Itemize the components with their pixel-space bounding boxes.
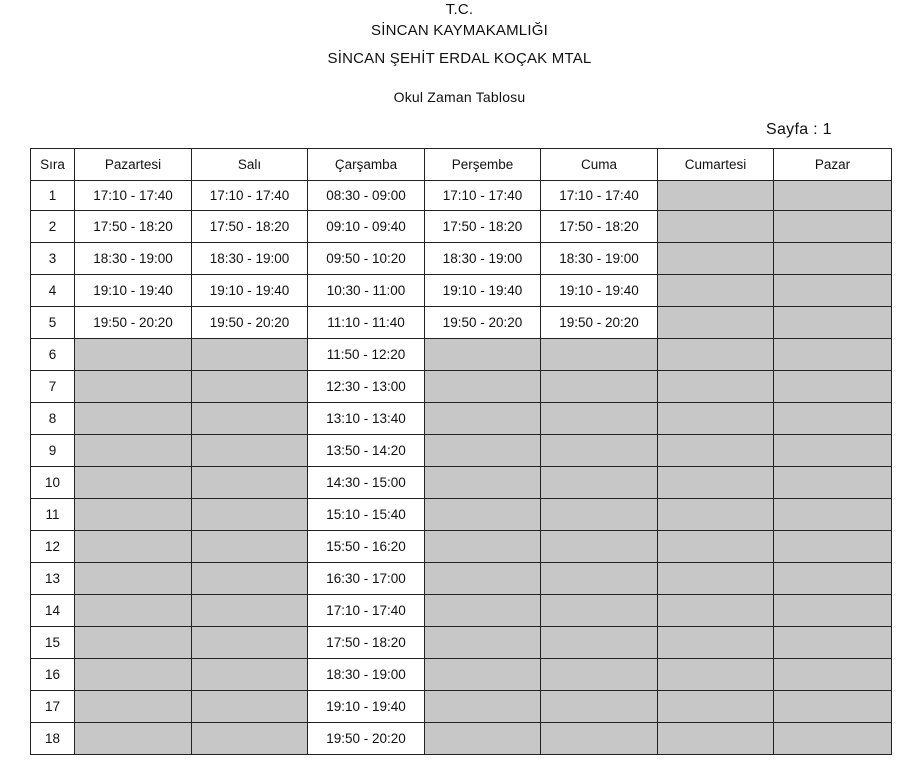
empty-slot-cell: [541, 531, 658, 563]
time-slot-cell: 19:10 - 19:40: [425, 275, 541, 307]
empty-slot-cell: [774, 403, 892, 435]
empty-slot-cell: [774, 467, 892, 499]
empty-slot-cell: [541, 723, 658, 755]
row-number-cell: 7: [31, 371, 75, 403]
empty-slot-cell: [425, 595, 541, 627]
empty-slot-cell: [658, 403, 774, 435]
empty-slot-cell: [774, 211, 892, 243]
empty-slot-cell: [658, 531, 774, 563]
empty-slot-cell: [75, 659, 192, 691]
empty-slot-cell: [192, 531, 308, 563]
time-slot-cell: 19:50 - 20:20: [75, 307, 192, 339]
empty-slot-cell: [75, 627, 192, 659]
time-slot-cell: 13:10 - 13:40: [308, 403, 425, 435]
empty-slot-cell: [774, 307, 892, 339]
empty-slot-cell: [75, 595, 192, 627]
empty-slot-cell: [658, 627, 774, 659]
empty-slot-cell: [425, 723, 541, 755]
table-row: [31, 563, 892, 595]
table-row: [31, 211, 892, 243]
empty-slot-cell: [658, 211, 774, 243]
empty-slot-cell: [75, 339, 192, 371]
empty-slot-cell: [192, 595, 308, 627]
table-row: [31, 659, 892, 691]
time-slot-cell: 17:10 - 17:40: [75, 181, 192, 211]
empty-slot-cell: [658, 243, 774, 275]
schedule-table: [30, 148, 892, 755]
time-slot-cell: 19:50 - 20:20: [192, 307, 308, 339]
table-row: [31, 435, 892, 467]
time-slot-cell: 14:30 - 15:00: [308, 467, 425, 499]
time-slot-cell: 19:50 - 20:20: [308, 723, 425, 755]
empty-slot-cell: [658, 595, 774, 627]
row-number-cell: 8: [31, 403, 75, 435]
time-slot-cell: 19:10 - 19:40: [75, 275, 192, 307]
row-number-cell: 2: [31, 211, 75, 243]
empty-slot-cell: [75, 435, 192, 467]
empty-slot-cell: [75, 371, 192, 403]
time-slot-cell: 17:10 - 17:40: [308, 595, 425, 627]
empty-slot-cell: [192, 659, 308, 691]
empty-slot-cell: [658, 181, 774, 211]
table-row: [31, 723, 892, 755]
empty-slot-cell: [774, 181, 892, 211]
empty-slot-cell: [658, 307, 774, 339]
time-slot-cell: 09:10 - 09:40: [308, 211, 425, 243]
column-header-persembe: Perşembe: [425, 149, 541, 181]
table-row: [31, 371, 892, 403]
empty-slot-cell: [425, 435, 541, 467]
table-row: [31, 243, 892, 275]
empty-slot-cell: [75, 723, 192, 755]
empty-slot-cell: [658, 659, 774, 691]
empty-slot-cell: [425, 627, 541, 659]
empty-slot-cell: [658, 275, 774, 307]
empty-slot-cell: [774, 563, 892, 595]
empty-slot-cell: [541, 403, 658, 435]
empty-slot-cell: [192, 691, 308, 723]
empty-slot-cell: [774, 371, 892, 403]
header-district: SİNCAN KAYMAKAMLIĞI: [371, 22, 548, 39]
empty-slot-cell: [425, 531, 541, 563]
empty-slot-cell: [658, 499, 774, 531]
document-title: Okul Zaman Tablosu: [393, 89, 526, 105]
empty-slot-cell: [541, 659, 658, 691]
row-number-cell: 16: [31, 659, 75, 691]
empty-slot-cell: [192, 499, 308, 531]
row-number-cell: 17: [31, 691, 75, 723]
time-slot-cell: 08:30 - 09:00: [308, 181, 425, 211]
table-row: [31, 531, 892, 563]
empty-slot-cell: [541, 339, 658, 371]
empty-slot-cell: [774, 243, 892, 275]
header-tc: T.C.: [445, 1, 474, 18]
table-row: [31, 307, 892, 339]
time-slot-cell: 17:50 - 18:20: [425, 211, 541, 243]
empty-slot-cell: [541, 563, 658, 595]
table-row: [31, 403, 892, 435]
time-slot-cell: 17:50 - 18:20: [541, 211, 658, 243]
page-number: Sayfa : 1: [766, 121, 832, 138]
empty-slot-cell: [425, 563, 541, 595]
time-slot-cell: 18:30 - 19:00: [308, 659, 425, 691]
column-header-sira: Sıra: [31, 149, 75, 181]
row-number-cell: 6: [31, 339, 75, 371]
empty-slot-cell: [541, 627, 658, 659]
empty-slot-cell: [192, 563, 308, 595]
empty-slot-cell: [425, 371, 541, 403]
empty-slot-cell: [774, 723, 892, 755]
column-header-cumartesi: Cumartesi: [658, 149, 774, 181]
empty-slot-cell: [541, 435, 658, 467]
empty-slot-cell: [541, 499, 658, 531]
empty-slot-cell: [425, 499, 541, 531]
column-header-pazar: Pazar: [774, 149, 892, 181]
empty-slot-cell: [192, 435, 308, 467]
empty-slot-cell: [658, 723, 774, 755]
empty-slot-cell: [192, 627, 308, 659]
table-header-row: [31, 149, 892, 181]
table-row: [31, 691, 892, 723]
row-number-cell: 5: [31, 307, 75, 339]
time-slot-cell: 12:30 - 13:00: [308, 371, 425, 403]
empty-slot-cell: [192, 339, 308, 371]
column-header-carsamba: Çarşamba: [308, 149, 425, 181]
row-number-cell: 15: [31, 627, 75, 659]
empty-slot-cell: [192, 467, 308, 499]
column-header-pazartesi: Pazartesi: [75, 149, 192, 181]
time-slot-cell: 18:30 - 19:00: [75, 243, 192, 275]
time-slot-cell: 13:50 - 14:20: [308, 435, 425, 467]
empty-slot-cell: [192, 723, 308, 755]
time-slot-cell: 18:30 - 19:00: [192, 243, 308, 275]
empty-slot-cell: [192, 403, 308, 435]
time-slot-cell: 17:10 - 17:40: [192, 181, 308, 211]
empty-slot-cell: [75, 691, 192, 723]
empty-slot-cell: [541, 691, 658, 723]
header-school: SİNCAN ŞEHİT ERDAL KOÇAK MTAL: [327, 50, 592, 67]
row-number-cell: 12: [31, 531, 75, 563]
empty-slot-cell: [774, 531, 892, 563]
time-slot-cell: 11:10 - 11:40: [308, 307, 425, 339]
row-number-cell: 9: [31, 435, 75, 467]
time-slot-cell: 17:50 - 18:20: [308, 627, 425, 659]
empty-slot-cell: [425, 467, 541, 499]
time-slot-cell: 11:50 - 12:20: [308, 339, 425, 371]
empty-slot-cell: [774, 627, 892, 659]
empty-slot-cell: [774, 595, 892, 627]
empty-slot-cell: [425, 691, 541, 723]
table-row: [31, 595, 892, 627]
table-row: [31, 467, 892, 499]
column-header-cuma: Cuma: [541, 149, 658, 181]
table-row: [31, 339, 892, 371]
empty-slot-cell: [75, 499, 192, 531]
empty-slot-cell: [658, 691, 774, 723]
table-row: [31, 627, 892, 659]
time-slot-cell: 19:10 - 19:40: [192, 275, 308, 307]
schedule-body: [31, 181, 892, 755]
empty-slot-cell: [192, 371, 308, 403]
time-slot-cell: 19:10 - 19:40: [308, 691, 425, 723]
time-slot-cell: 17:50 - 18:20: [75, 211, 192, 243]
empty-slot-cell: [75, 403, 192, 435]
empty-slot-cell: [658, 563, 774, 595]
empty-slot-cell: [774, 691, 892, 723]
empty-slot-cell: [774, 659, 892, 691]
row-number-cell: 13: [31, 563, 75, 595]
time-slot-cell: 15:10 - 15:40: [308, 499, 425, 531]
empty-slot-cell: [541, 467, 658, 499]
time-slot-cell: 17:10 - 17:40: [425, 181, 541, 211]
empty-slot-cell: [425, 403, 541, 435]
time-slot-cell: 18:30 - 19:00: [541, 243, 658, 275]
empty-slot-cell: [658, 339, 774, 371]
row-number-cell: 4: [31, 275, 75, 307]
table-row: [31, 499, 892, 531]
row-number-cell: 18: [31, 723, 75, 755]
time-slot-cell: 18:30 - 19:00: [425, 243, 541, 275]
empty-slot-cell: [774, 339, 892, 371]
time-slot-cell: 17:50 - 18:20: [192, 211, 308, 243]
time-slot-cell: 16:30 - 17:00: [308, 563, 425, 595]
row-number-cell: 10: [31, 467, 75, 499]
empty-slot-cell: [541, 371, 658, 403]
time-slot-cell: 10:30 - 11:00: [308, 275, 425, 307]
time-slot-cell: 19:10 - 19:40: [541, 275, 658, 307]
row-number-cell: 11: [31, 499, 75, 531]
empty-slot-cell: [774, 499, 892, 531]
empty-slot-cell: [658, 467, 774, 499]
time-slot-cell: 17:10 - 17:40: [541, 181, 658, 211]
empty-slot-cell: [658, 371, 774, 403]
row-number-cell: 1: [31, 181, 75, 211]
time-slot-cell: 15:50 - 16:20: [308, 531, 425, 563]
time-slot-cell: 19:50 - 20:20: [425, 307, 541, 339]
table-row: [31, 275, 892, 307]
empty-slot-cell: [75, 563, 192, 595]
empty-slot-cell: [425, 339, 541, 371]
row-number-cell: 14: [31, 595, 75, 627]
column-header-sali: Salı: [192, 149, 308, 181]
row-number-cell: 3: [31, 243, 75, 275]
empty-slot-cell: [425, 659, 541, 691]
empty-slot-cell: [541, 595, 658, 627]
time-slot-cell: 09:50 - 10:20: [308, 243, 425, 275]
empty-slot-cell: [774, 435, 892, 467]
empty-slot-cell: [75, 467, 192, 499]
table-row: [31, 181, 892, 211]
empty-slot-cell: [774, 275, 892, 307]
empty-slot-cell: [75, 531, 192, 563]
empty-slot-cell: [658, 435, 774, 467]
time-slot-cell: 19:50 - 20:20: [541, 307, 658, 339]
